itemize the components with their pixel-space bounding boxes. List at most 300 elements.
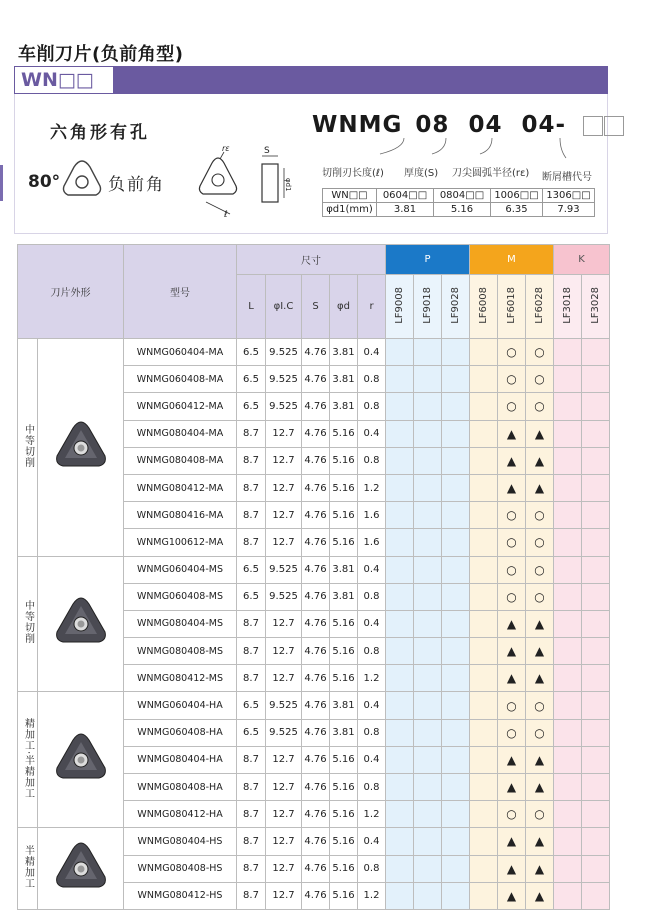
model-cell: WNMG080412-HA bbox=[124, 801, 237, 828]
mini-cell: 3.81 bbox=[377, 203, 434, 217]
grade-cell bbox=[526, 556, 554, 583]
grade-cell bbox=[526, 447, 554, 474]
group-label: 中等切削 bbox=[22, 423, 34, 468]
group-label-cell bbox=[18, 339, 38, 557]
dim-cell: 8.7 bbox=[237, 638, 266, 665]
grade-cell bbox=[498, 746, 526, 773]
grade-cell bbox=[526, 638, 554, 665]
dim-cell: 6.5 bbox=[237, 366, 266, 393]
mini-cell: 5.16 bbox=[434, 203, 491, 217]
grade-cell bbox=[498, 692, 526, 719]
availability-symbol: ○ bbox=[506, 345, 517, 360]
grade-cell bbox=[414, 447, 442, 474]
dim-cell: 12.7 bbox=[266, 474, 302, 501]
availability-symbol: ○ bbox=[506, 535, 517, 550]
grade-cell bbox=[414, 774, 442, 801]
grade-cell bbox=[498, 447, 526, 474]
dim-cell: 8.7 bbox=[237, 502, 266, 529]
dim-cell: 5.16 bbox=[330, 801, 358, 828]
dim-cell: 12.7 bbox=[266, 502, 302, 529]
dim-cell: 8.7 bbox=[237, 882, 266, 909]
table-row bbox=[18, 339, 610, 366]
annotation-radius: 刀尖圆弧半径(rε) bbox=[452, 168, 530, 179]
insert-image-cell bbox=[38, 692, 124, 828]
dim-cell: 5.16 bbox=[330, 882, 358, 909]
grade-cell bbox=[414, 665, 442, 692]
grade-cell bbox=[582, 529, 610, 556]
availability-symbol: ○ bbox=[534, 562, 545, 577]
header-dim: r bbox=[358, 275, 386, 339]
grade-cell bbox=[442, 583, 470, 610]
insert-photo-icon bbox=[49, 839, 113, 895]
dim-cell: 9.525 bbox=[266, 393, 302, 420]
grade-cell bbox=[470, 420, 498, 447]
mini-row-codes bbox=[323, 189, 595, 203]
grade-cell bbox=[526, 502, 554, 529]
model-cell: WNMG080408-HA bbox=[124, 774, 237, 801]
grade-cell bbox=[414, 339, 442, 366]
grade-cell bbox=[386, 447, 414, 474]
code-thickness: 04 bbox=[468, 112, 503, 138]
grade-cell bbox=[582, 801, 610, 828]
dim-cell: 8.7 bbox=[237, 855, 266, 882]
grade-cell bbox=[470, 692, 498, 719]
dim-cell: 0.4 bbox=[358, 420, 386, 447]
dim-cell: 5.16 bbox=[330, 774, 358, 801]
model-cell: WNMG080416-MA bbox=[124, 502, 237, 529]
dim-cell: 5.16 bbox=[330, 638, 358, 665]
grade-cell bbox=[470, 719, 498, 746]
grade-label: LF9018 bbox=[422, 286, 433, 324]
grade-cell bbox=[442, 638, 470, 665]
code-prefix: WNMG bbox=[312, 112, 403, 138]
dim-cell: 8.7 bbox=[237, 420, 266, 447]
mini-cell: 1306□□ bbox=[543, 189, 595, 203]
dim-cell: 5.16 bbox=[330, 746, 358, 773]
grade-cell bbox=[526, 420, 554, 447]
grade-cell bbox=[554, 665, 582, 692]
grade-cell bbox=[386, 583, 414, 610]
model-cell: WNMG080412-MA bbox=[124, 474, 237, 501]
model-cell: WNMG060404-MS bbox=[124, 556, 237, 583]
grade-cell bbox=[526, 665, 554, 692]
code-box-2 bbox=[604, 116, 624, 136]
code-radius: 04- bbox=[521, 112, 567, 138]
availability-symbol: ▲ bbox=[506, 888, 517, 903]
grade-cell bbox=[414, 393, 442, 420]
dim-cell: 9.525 bbox=[266, 339, 302, 366]
dim-cell: 5.16 bbox=[330, 610, 358, 637]
dim-cell: 12.7 bbox=[266, 420, 302, 447]
grade-cell bbox=[470, 393, 498, 420]
dim-cell: 3.81 bbox=[330, 339, 358, 366]
header-dim: φd bbox=[330, 275, 358, 339]
availability-symbol: ▲ bbox=[506, 780, 517, 795]
grade-label: LF9008 bbox=[394, 286, 405, 324]
grade-cell bbox=[442, 665, 470, 692]
grade-cell bbox=[498, 610, 526, 637]
grade-cell bbox=[442, 774, 470, 801]
insert-side-drawing bbox=[254, 144, 296, 208]
insert-photo-icon bbox=[49, 594, 113, 650]
availability-symbol: ▲ bbox=[534, 644, 545, 659]
model-cell: WNMG060404-HA bbox=[124, 692, 237, 719]
availability-symbol: ▲ bbox=[534, 453, 545, 468]
dim-cell: 5.16 bbox=[330, 474, 358, 501]
grade-cell bbox=[386, 556, 414, 583]
availability-symbol: ▲ bbox=[534, 752, 545, 767]
grade-cell bbox=[554, 339, 582, 366]
grade-cell bbox=[554, 556, 582, 583]
grade-cell bbox=[386, 719, 414, 746]
dim-cell: 0.8 bbox=[358, 447, 386, 474]
dim-cell: 0.4 bbox=[358, 339, 386, 366]
dim-cell: 4.76 bbox=[302, 447, 330, 474]
dim-cell: 5.16 bbox=[330, 828, 358, 855]
dim-cell: 8.7 bbox=[237, 610, 266, 637]
grade-cell bbox=[582, 556, 610, 583]
grade-cell bbox=[386, 474, 414, 501]
dim-cell: 4.76 bbox=[302, 474, 330, 501]
grade-cell bbox=[498, 502, 526, 529]
mini-cell: WN□□ bbox=[323, 189, 377, 203]
mini-cell: φd1(mm) bbox=[323, 203, 377, 217]
header-grade bbox=[582, 275, 610, 339]
table-row bbox=[18, 556, 610, 583]
grade-cell bbox=[526, 719, 554, 746]
availability-symbol: ▲ bbox=[506, 644, 517, 659]
grade-label: LF3018 bbox=[562, 286, 573, 324]
grade-cell bbox=[386, 420, 414, 447]
table-row bbox=[18, 828, 610, 855]
insert-photo-icon bbox=[49, 418, 113, 474]
header-group-m: M bbox=[470, 245, 554, 275]
grade-cell bbox=[498, 638, 526, 665]
grade-cell bbox=[414, 610, 442, 637]
grade-cell bbox=[582, 828, 610, 855]
section-band bbox=[14, 66, 608, 94]
hole-diameter-table bbox=[322, 188, 595, 217]
grade-cell bbox=[554, 746, 582, 773]
grade-cell bbox=[414, 882, 442, 909]
grade-cell bbox=[414, 855, 442, 882]
grade-cell bbox=[498, 774, 526, 801]
dim-cell: 4.76 bbox=[302, 665, 330, 692]
dim-cell: 5.16 bbox=[330, 447, 358, 474]
dim-cell: 3.81 bbox=[330, 393, 358, 420]
section-label: WN□□ bbox=[14, 66, 114, 94]
dim-cell: 8.7 bbox=[237, 828, 266, 855]
dim-cell: 8.7 bbox=[237, 801, 266, 828]
grade-cell bbox=[442, 529, 470, 556]
model-cell: WNMG080404-MA bbox=[124, 420, 237, 447]
insert-image-cell bbox=[38, 339, 124, 557]
grade-cell bbox=[526, 828, 554, 855]
mini-cell: 0604□□ bbox=[377, 189, 434, 203]
grade-cell bbox=[470, 529, 498, 556]
page-title: 车削刀片(负前角型) bbox=[18, 44, 184, 65]
grade-cell bbox=[554, 855, 582, 882]
grade-cell bbox=[582, 638, 610, 665]
group-label-cell bbox=[18, 828, 38, 910]
dim-cell: 4.76 bbox=[302, 692, 330, 719]
grade-cell bbox=[414, 719, 442, 746]
grade-cell bbox=[442, 610, 470, 637]
dim-cell: 3.81 bbox=[330, 366, 358, 393]
grade-cell bbox=[386, 801, 414, 828]
dim-cell: 12.7 bbox=[266, 855, 302, 882]
dim-cell: 4.76 bbox=[302, 610, 330, 637]
left-accent-bar bbox=[0, 165, 3, 201]
grade-cell bbox=[582, 583, 610, 610]
grade-cell bbox=[442, 746, 470, 773]
header-grade bbox=[526, 275, 554, 339]
availability-symbol: ○ bbox=[506, 372, 517, 387]
model-cell: WNMG060404-MA bbox=[124, 339, 237, 366]
grade-cell bbox=[498, 855, 526, 882]
dim-cell: 4.76 bbox=[302, 366, 330, 393]
grade-label: LF6018 bbox=[506, 286, 517, 324]
grade-cell bbox=[554, 719, 582, 746]
grade-cell bbox=[554, 393, 582, 420]
dim-cell: 3.81 bbox=[330, 692, 358, 719]
availability-symbol: ▲ bbox=[506, 834, 517, 849]
grade-cell bbox=[386, 610, 414, 637]
header-grade bbox=[554, 275, 582, 339]
grade-cell bbox=[498, 801, 526, 828]
group-label: 半精加工 bbox=[22, 845, 34, 890]
insert-shape-title: 六角形有孔 bbox=[50, 123, 150, 143]
grade-cell bbox=[470, 366, 498, 393]
dim-cell: 4.76 bbox=[302, 774, 330, 801]
dim-cell: 4.76 bbox=[302, 801, 330, 828]
grade-cell bbox=[442, 502, 470, 529]
availability-symbol: ▲ bbox=[534, 671, 545, 686]
dim-cell: 5.16 bbox=[330, 529, 358, 556]
model-cell: WNMG080404-HS bbox=[124, 828, 237, 855]
trigon-insert-icon bbox=[60, 158, 104, 202]
dim-cell: 4.76 bbox=[302, 719, 330, 746]
dim-cell: 8.7 bbox=[237, 746, 266, 773]
dim-cell: 0.8 bbox=[358, 719, 386, 746]
grade-cell bbox=[442, 447, 470, 474]
model-cell: WNMG080412-MS bbox=[124, 665, 237, 692]
header-dim: L bbox=[237, 275, 266, 339]
header-dimensions: 尺寸 bbox=[237, 245, 386, 275]
availability-symbol: ○ bbox=[506, 562, 517, 577]
header-grade bbox=[442, 275, 470, 339]
header-group-p: P bbox=[386, 245, 470, 275]
availability-symbol: ▲ bbox=[506, 616, 517, 631]
dim-cell: 9.525 bbox=[266, 719, 302, 746]
grade-cell bbox=[554, 366, 582, 393]
dim-cell: 12.7 bbox=[266, 529, 302, 556]
availability-symbol: ▲ bbox=[506, 671, 517, 686]
grade-cell bbox=[414, 529, 442, 556]
insert-image-cell bbox=[38, 556, 124, 692]
availability-symbol: ▲ bbox=[534, 426, 545, 441]
grade-cell bbox=[554, 583, 582, 610]
grade-cell bbox=[470, 855, 498, 882]
grade-cell bbox=[554, 529, 582, 556]
grade-cell bbox=[554, 828, 582, 855]
dim-cell: 4.76 bbox=[302, 393, 330, 420]
availability-symbol: ○ bbox=[534, 589, 545, 604]
grade-cell bbox=[470, 828, 498, 855]
header-dim: S bbox=[302, 275, 330, 339]
hole-diameter-label: φd1 bbox=[284, 178, 292, 192]
model-cell: WNMG060408-HA bbox=[124, 719, 237, 746]
grade-cell bbox=[470, 502, 498, 529]
grade-cell bbox=[414, 502, 442, 529]
grade-cell bbox=[554, 801, 582, 828]
grade-cell bbox=[582, 339, 610, 366]
grade-cell bbox=[414, 692, 442, 719]
header-grade bbox=[498, 275, 526, 339]
grade-label: LF6008 bbox=[478, 286, 489, 324]
dim-cell: 1.2 bbox=[358, 882, 386, 909]
dim-cell: 5.16 bbox=[330, 420, 358, 447]
grade-cell bbox=[414, 366, 442, 393]
grade-cell bbox=[582, 393, 610, 420]
grade-cell bbox=[498, 828, 526, 855]
availability-symbol: ○ bbox=[534, 399, 545, 414]
thickness-label: S bbox=[264, 146, 270, 156]
radius-label: rε bbox=[222, 144, 230, 153]
grade-cell bbox=[414, 638, 442, 665]
mini-row-diameters bbox=[323, 203, 595, 217]
model-cell: WNMG100612-MA bbox=[124, 529, 237, 556]
grade-cell bbox=[386, 529, 414, 556]
model-cell: WNMG080408-HS bbox=[124, 855, 237, 882]
grade-cell bbox=[386, 638, 414, 665]
table-row bbox=[18, 692, 610, 719]
grade-cell bbox=[554, 420, 582, 447]
table-body bbox=[18, 339, 610, 910]
insert-photo-icon bbox=[49, 730, 113, 786]
availability-symbol: ▲ bbox=[534, 834, 545, 849]
dim-cell: 8.7 bbox=[237, 474, 266, 501]
dim-cell: 0.8 bbox=[358, 855, 386, 882]
availability-symbol: ▲ bbox=[506, 426, 517, 441]
grade-cell bbox=[554, 882, 582, 909]
availability-symbol: ○ bbox=[506, 589, 517, 604]
dim-cell: 8.7 bbox=[237, 774, 266, 801]
code-length: 08 bbox=[415, 112, 450, 138]
dim-cell: 12.7 bbox=[266, 638, 302, 665]
grade-cell bbox=[582, 692, 610, 719]
insert-image-cell bbox=[38, 828, 124, 910]
grade-cell bbox=[498, 366, 526, 393]
annotation-thickness: 厚度(S) bbox=[404, 168, 439, 179]
model-cell: WNMG080408-MS bbox=[124, 638, 237, 665]
grade-cell bbox=[470, 638, 498, 665]
availability-symbol: ○ bbox=[534, 535, 545, 550]
grade-cell bbox=[526, 474, 554, 501]
dim-cell: 12.7 bbox=[266, 828, 302, 855]
grade-cell bbox=[386, 855, 414, 882]
dim-cell: 4.76 bbox=[302, 529, 330, 556]
grade-label: LF3028 bbox=[590, 286, 601, 324]
grade-cell bbox=[582, 610, 610, 637]
dim-cell: 5.16 bbox=[330, 502, 358, 529]
availability-symbol: ▲ bbox=[534, 481, 545, 496]
dim-cell: 8.7 bbox=[237, 665, 266, 692]
grade-cell bbox=[526, 746, 554, 773]
dim-cell: 1.6 bbox=[358, 502, 386, 529]
grade-cell bbox=[470, 882, 498, 909]
dim-cell: 4.76 bbox=[302, 855, 330, 882]
grade-cell bbox=[554, 474, 582, 501]
grade-cell bbox=[582, 474, 610, 501]
dim-cell: 0.8 bbox=[358, 774, 386, 801]
grade-cell bbox=[554, 502, 582, 529]
grade-cell bbox=[582, 502, 610, 529]
dim-cell: 1.2 bbox=[358, 801, 386, 828]
grade-cell bbox=[442, 828, 470, 855]
dim-cell: 5.16 bbox=[330, 855, 358, 882]
grade-cell bbox=[554, 638, 582, 665]
dim-cell: 0.4 bbox=[358, 828, 386, 855]
dim-cell: 0.4 bbox=[358, 610, 386, 637]
dim-cell: 4.76 bbox=[302, 339, 330, 366]
model-cell: WNMG060408-MA bbox=[124, 366, 237, 393]
grade-cell bbox=[554, 610, 582, 637]
header-group-k: K bbox=[554, 245, 610, 275]
dim-cell: 9.525 bbox=[266, 366, 302, 393]
header-grade bbox=[414, 275, 442, 339]
dim-cell: 9.525 bbox=[266, 556, 302, 583]
grade-cell bbox=[442, 420, 470, 447]
annotation-length: 切削刃长度(ℓ) bbox=[322, 168, 384, 179]
dim-cell: 12.7 bbox=[266, 801, 302, 828]
availability-symbol: ○ bbox=[506, 807, 517, 822]
dim-cell: 0.4 bbox=[358, 746, 386, 773]
availability-symbol: ▲ bbox=[506, 752, 517, 767]
dim-cell: 0.8 bbox=[358, 638, 386, 665]
dim-cell: 12.7 bbox=[266, 882, 302, 909]
model-cell: WNMG080412-HS bbox=[124, 882, 237, 909]
dim-cell: 3.81 bbox=[330, 583, 358, 610]
model-cell: WNMG080404-HA bbox=[124, 746, 237, 773]
grade-cell bbox=[526, 583, 554, 610]
grade-cell bbox=[526, 774, 554, 801]
grade-cell bbox=[442, 366, 470, 393]
grade-cell bbox=[498, 882, 526, 909]
dim-cell: 4.76 bbox=[302, 556, 330, 583]
availability-symbol: ○ bbox=[534, 698, 545, 713]
length-label: ℓ bbox=[224, 210, 228, 220]
grade-cell bbox=[526, 339, 554, 366]
dim-cell: 6.5 bbox=[237, 692, 266, 719]
grade-cell bbox=[554, 447, 582, 474]
grade-cell bbox=[582, 366, 610, 393]
availability-symbol: ▲ bbox=[506, 861, 517, 876]
model-cell: WNMG060408-MS bbox=[124, 583, 237, 610]
group-label: 中等切削 bbox=[22, 600, 34, 645]
mini-cell: 1006□□ bbox=[491, 189, 543, 203]
grade-cell bbox=[470, 583, 498, 610]
grade-cell bbox=[498, 529, 526, 556]
header-shape: 刀片外形 bbox=[18, 245, 124, 339]
grade-cell bbox=[526, 692, 554, 719]
grade-cell bbox=[554, 692, 582, 719]
grade-cell bbox=[386, 882, 414, 909]
grade-cell bbox=[414, 746, 442, 773]
grade-cell bbox=[526, 882, 554, 909]
availability-symbol: ○ bbox=[534, 508, 545, 523]
insert-spec-table bbox=[17, 244, 610, 910]
